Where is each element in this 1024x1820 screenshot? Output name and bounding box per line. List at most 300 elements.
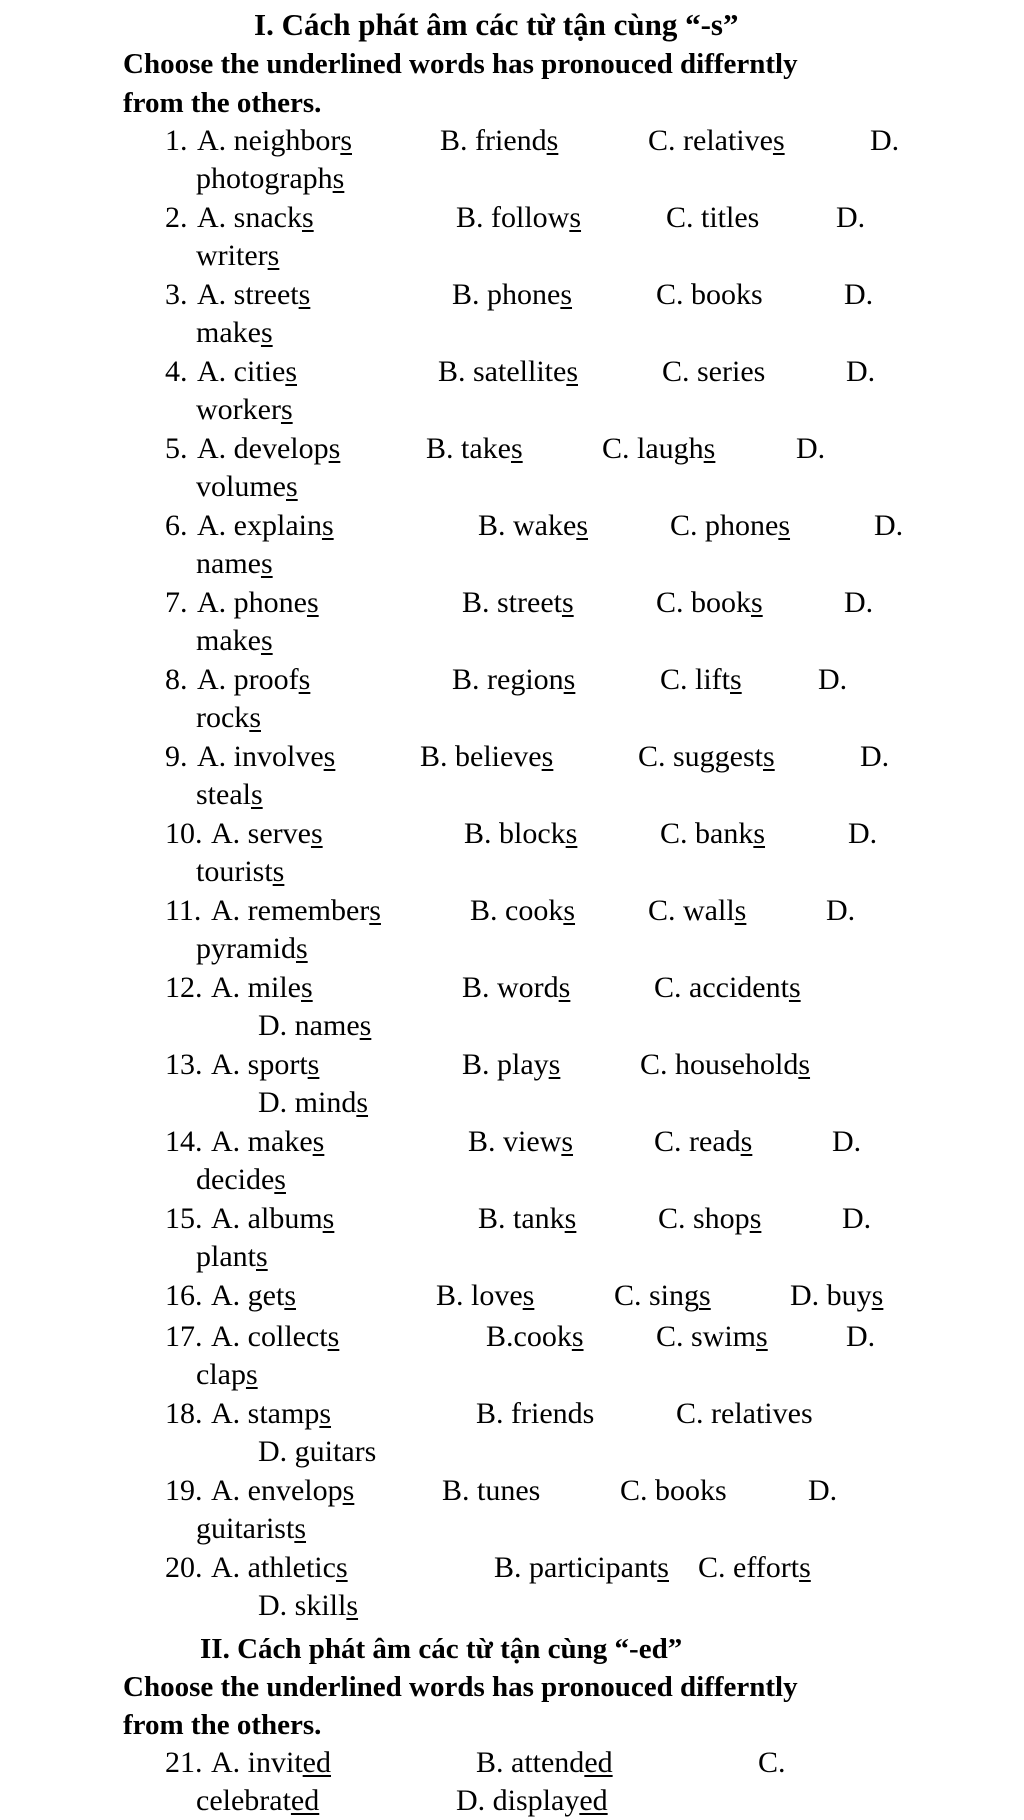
option-d-text: D. <box>818 663 848 696</box>
question-number: 19. <box>165 1474 203 1507</box>
option-a-text: A. album <box>211 1202 323 1235</box>
option-d <box>846 355 875 389</box>
option-a-underlined-ending: s <box>310 817 323 850</box>
option-d-continued <box>196 162 344 196</box>
option-b-underlined-ending: s <box>564 1202 577 1235</box>
option-d-text: D. <box>848 817 878 850</box>
option-b-text: B. love <box>436 1279 523 1312</box>
option-d <box>860 740 889 774</box>
option-a-underlined-ending: s <box>327 1320 340 1353</box>
option-d-text: D. <box>832 1125 862 1158</box>
option-d-continued <box>258 1435 376 1469</box>
option-a <box>211 1048 319 1082</box>
option-a <box>211 1320 339 1354</box>
option-d-continued-underlined-ending: s <box>280 393 293 426</box>
option-a <box>197 586 319 620</box>
option-b-text: B. follow <box>456 201 570 234</box>
option-d-text: D. <box>846 1320 876 1353</box>
option-d-continued <box>258 1589 358 1623</box>
option-b-text: B. region <box>452 663 564 696</box>
option-d <box>826 894 855 928</box>
question-number: 14. <box>165 1125 203 1158</box>
option-d-continued-underlined-ending: s <box>332 162 345 195</box>
option-a-text: A. involve <box>197 740 324 773</box>
option-d-continued-underlined-ending: s <box>267 239 280 272</box>
option-d-continued-underlined-ending: s <box>356 1086 369 1119</box>
option-b <box>494 1551 669 1585</box>
option-c <box>648 894 746 928</box>
question-number: 20. <box>165 1551 203 1584</box>
option-c-underlined-ending: s <box>740 1125 753 1158</box>
option-d-continued-text: steal <box>196 778 251 811</box>
question-number: 2. <box>165 201 188 234</box>
question-number: 17. <box>165 1320 203 1353</box>
option-d-continued-text: guitarist <box>196 1512 295 1545</box>
option-b-text: B. friend <box>440 124 547 157</box>
option-c-text: C. wall <box>648 894 735 927</box>
option-d-continued-text: D. guitars <box>258 1435 377 1468</box>
option-c <box>654 971 801 1005</box>
option-c <box>656 586 763 620</box>
question-number: 15. <box>165 1202 203 1235</box>
option-a-text: A. make <box>211 1125 313 1158</box>
question-number: 10. <box>165 817 203 850</box>
option-c-text: C. read <box>654 1125 741 1158</box>
option-a <box>197 355 297 389</box>
option-d <box>846 1320 875 1354</box>
option-c-continued-text: celebrat <box>196 1784 291 1817</box>
option-b <box>464 817 577 851</box>
option-b <box>442 1474 540 1508</box>
option-d-continued <box>196 855 284 889</box>
option-b-underlined-ending: s <box>510 432 523 465</box>
option-a <box>197 278 310 312</box>
option-d-text: D. <box>844 278 874 311</box>
option-b <box>462 971 570 1005</box>
option-b <box>478 1202 576 1236</box>
option-d-continued <box>196 1163 286 1197</box>
option-d-continued-underlined-ending: s <box>245 1358 258 1391</box>
option-a <box>211 1551 348 1585</box>
option-b-underlined-ending: s <box>569 201 582 234</box>
option-d-continued-underlined-ending: s <box>249 701 261 734</box>
option-c-underlined-ending: s <box>734 894 747 927</box>
option-a <box>211 1746 331 1780</box>
option-d-text: D. <box>836 201 866 234</box>
option-d-text: D. <box>826 894 856 927</box>
option-a-underlined-ending: s <box>342 1474 355 1507</box>
option-d-continued <box>196 701 261 735</box>
option-d <box>790 1279 883 1313</box>
option-d-continued <box>196 624 273 658</box>
option-a <box>211 971 313 1005</box>
option-a <box>211 817 323 851</box>
option-d-continued-underlined-ending: s <box>286 470 298 503</box>
option-c <box>658 1202 761 1236</box>
option-c-underlined-ending: s <box>756 1320 768 1353</box>
option-d-continued <box>196 547 273 581</box>
option-c-underlined-ending: s <box>753 817 766 850</box>
option-d-continued <box>196 1512 306 1546</box>
option-a-underlined-ending: s <box>298 278 311 311</box>
option-c <box>614 1279 711 1313</box>
option-c <box>670 509 790 543</box>
option-b-underlined-ending: ed <box>584 1746 613 1779</box>
option-d <box>870 124 899 158</box>
option-a <box>197 124 352 158</box>
option-a-underlined-ending: s <box>285 355 297 388</box>
option-a-underlined-ending: s <box>319 1397 332 1430</box>
option-a <box>211 1474 354 1508</box>
option-d-continued-underlined-ending: s <box>274 1163 286 1196</box>
option-c-text: C. sing <box>614 1279 700 1312</box>
option-b-underlined-ending: s <box>558 971 571 1004</box>
option-d-continued <box>196 932 308 966</box>
option-c <box>656 278 763 312</box>
option-b <box>452 278 572 312</box>
option-b <box>486 1320 584 1354</box>
option-d-text: D. <box>860 740 890 773</box>
option-c-text: C. laugh <box>602 432 704 465</box>
option-b-text: B. friends <box>476 1397 595 1430</box>
option-c <box>620 1474 727 1508</box>
option-c-text: C. household <box>640 1048 799 1081</box>
option-c-continued-underlined-ending: ed <box>290 1784 320 1817</box>
option-d-underlined-ending: s <box>871 1279 884 1312</box>
option-b-text: B. attend <box>476 1746 585 1779</box>
option-a-text: A. athletic <box>211 1551 336 1584</box>
option-b-text: B. phone <box>452 278 561 311</box>
option-c-underlined-ending: s <box>749 1202 762 1235</box>
question-number: 6. <box>165 509 188 542</box>
option-a-text: A. snack <box>197 201 302 234</box>
option-d-continued-text: worker <box>196 393 281 426</box>
option-d-continued-underlined-ending: s <box>295 932 308 965</box>
option-d-continued-text: D. mind <box>258 1086 357 1119</box>
option-c-underlined-ending: s <box>778 509 791 542</box>
option-a-text: A. sport <box>211 1048 308 1081</box>
option-b <box>468 1125 573 1159</box>
option-a-text: A. proof <box>197 663 299 696</box>
option-a-text: A. stamp <box>211 1397 320 1430</box>
option-d-text: D. <box>808 1474 838 1507</box>
option-d-text: D. display <box>456 1784 580 1817</box>
option-d <box>796 432 825 466</box>
option-a <box>211 1202 334 1236</box>
option-c <box>638 740 775 774</box>
option-a-underlined-ending: s <box>284 1279 297 1312</box>
option-c-text: C. lift <box>660 663 731 696</box>
option-d-continued-underlined-ending: s <box>272 855 285 888</box>
option-d-continued-underlined-ending: s <box>260 316 273 349</box>
option-c <box>676 1397 813 1431</box>
option-c-text: C. effort <box>698 1551 800 1584</box>
option-b-underlined-ending: s <box>560 278 573 311</box>
option-b-text: B. take <box>426 432 511 465</box>
option-c-text: C. suggest <box>638 740 764 773</box>
section-2-title: II. Cách phát âm các từ tận cùng “-ed” <box>200 1633 683 1665</box>
question-number: 1. <box>165 124 188 157</box>
option-a <box>211 1397 331 1431</box>
option-b-underlined-ending: s <box>561 1125 574 1158</box>
option-a-underlined-ending: s <box>369 894 381 927</box>
option-b <box>470 894 575 928</box>
option-c-text: C. relative <box>648 124 773 157</box>
option-c-text: C. accident <box>654 971 789 1004</box>
option-a <box>197 740 335 774</box>
option-b <box>476 1746 613 1780</box>
section-1-title: I. Cách phát âm các từ tận cùng “-s” <box>254 7 739 42</box>
option-c-underlined-ending: s <box>799 1551 811 1584</box>
option-b-underlined-ending: s <box>546 124 559 157</box>
option-c <box>666 201 759 235</box>
option-d <box>836 201 865 235</box>
option-c-text: C. relatives <box>676 1397 813 1430</box>
option-b <box>440 124 558 158</box>
option-b <box>426 432 523 466</box>
option-a-text: A. street <box>197 278 299 311</box>
option-c-text: C. titles <box>666 201 760 234</box>
question-number: 16. <box>165 1279 203 1312</box>
option-c-underlined-ending: s <box>798 1048 811 1081</box>
option-d-continued <box>196 1240 268 1274</box>
option-a-underlined-ending: ed <box>302 1746 331 1779</box>
option-b-text: B. view <box>468 1125 562 1158</box>
option-b <box>438 355 578 389</box>
option-d-continued-text: decide <box>196 1163 275 1196</box>
option-d-text: D. <box>870 124 900 157</box>
option-d-continued-text: volume <box>196 470 286 503</box>
option-b <box>420 740 553 774</box>
question-number: 7. <box>165 586 188 619</box>
option-d <box>874 509 903 543</box>
option-d <box>844 586 873 620</box>
option-b-text: B. believe <box>420 740 542 773</box>
option-d-continued-underlined-ending: s <box>256 1240 268 1273</box>
option-c-text: C. book <box>656 586 752 619</box>
option-a-underlined-ending: s <box>335 1551 348 1584</box>
option-c <box>698 1551 811 1585</box>
option-d-continued-text: photograph <box>196 162 333 195</box>
option-b-text: B. play <box>462 1048 549 1081</box>
option-d-continued <box>196 239 279 273</box>
option-d-continued-text: name <box>196 547 261 580</box>
option-a-text: A. envelop <box>211 1474 343 1507</box>
option-d-continued <box>196 778 263 812</box>
option-a-text: A. neighbor <box>197 124 341 157</box>
question-number: 4. <box>165 355 188 388</box>
option-a-underlined-ending: s <box>312 1125 325 1158</box>
option-a-underlined-ending: s <box>301 971 313 1004</box>
option-d-continued-text: make <box>196 624 261 657</box>
option-c-text: C. <box>758 1746 786 1779</box>
option-a <box>211 1125 324 1159</box>
option-d-continued <box>196 470 298 504</box>
option-c-underlined-ending: s <box>763 740 775 773</box>
option-b-underlined-ending: s <box>522 1279 535 1312</box>
option-b-underlined-ending: s <box>563 663 576 696</box>
option-b-text: B. participant <box>494 1551 658 1584</box>
section-2-instruction-line-1: Choose the underlined words has pronouced differntly <box>123 1671 798 1703</box>
option-b-underlined-ending: s <box>563 894 576 927</box>
option-b-text: B. block <box>464 817 566 850</box>
option-a <box>211 1279 296 1313</box>
option-c <box>654 1125 752 1159</box>
option-d-continued-text: plant <box>196 1240 256 1273</box>
option-a <box>197 201 314 235</box>
option-d-continued-text: pyramid <box>196 932 296 965</box>
option-d-continued-text: D. name <box>258 1009 360 1042</box>
option-d <box>844 278 873 312</box>
option-d-continued-underlined-ending: s <box>294 1512 307 1545</box>
option-c <box>640 1048 810 1082</box>
option-a-underlined-ending: s <box>322 1202 335 1235</box>
option-a-text: A. develop <box>197 432 329 465</box>
option-d-text: D. <box>796 432 826 465</box>
option-c <box>758 1746 786 1780</box>
option-b-text: B. satellite <box>438 355 567 388</box>
option-d-continued <box>258 1009 371 1043</box>
option-a-underlined-ending: s <box>328 432 341 465</box>
option-b <box>476 1397 594 1431</box>
option-d <box>832 1125 861 1159</box>
option-c-text: C. books <box>656 278 763 311</box>
option-c-text: C. series <box>662 355 766 388</box>
option-d-continued <box>196 1358 258 1392</box>
option-d <box>456 1784 608 1818</box>
question-number: 8. <box>165 663 188 696</box>
option-c-text: C. phone <box>670 509 779 542</box>
option-c <box>662 355 765 389</box>
question-number: 18. <box>165 1397 203 1430</box>
option-d-continued-text: writer <box>196 239 268 272</box>
option-d-continued-text: D. skill <box>258 1589 347 1622</box>
option-a <box>197 663 310 697</box>
option-a-underlined-ending: s <box>321 509 334 542</box>
option-a-underlined-ending: s <box>340 124 352 157</box>
option-c-text: C. shop <box>658 1202 750 1235</box>
option-b <box>462 586 574 620</box>
option-d <box>808 1474 837 1508</box>
option-b-text: B. wake <box>478 509 577 542</box>
option-a-underlined-ending: s <box>306 586 319 619</box>
option-d <box>842 1202 871 1236</box>
option-b-underlined-ending: s <box>565 817 578 850</box>
option-c-text: C. bank <box>660 817 754 850</box>
option-a <box>211 894 381 928</box>
question-number: 11. <box>165 894 202 927</box>
option-a <box>197 432 340 466</box>
question-number: 21. <box>165 1746 203 1779</box>
option-c-underlined-ending: s <box>730 663 742 696</box>
option-c-underlined-ending: s <box>772 124 785 157</box>
option-b-text: B.cook <box>486 1320 572 1353</box>
option-b-underlined-ending: s <box>571 1320 584 1353</box>
section-1-instruction-line-1: Choose the underlined words has pronouced differntly <box>123 48 798 80</box>
option-d-continued-text: tourist <box>196 855 273 888</box>
option-b-text: B. tank <box>478 1202 565 1235</box>
option-d-continued <box>196 393 293 427</box>
option-c-underlined-ending: s <box>751 586 763 619</box>
option-d-text: D. <box>842 1202 872 1235</box>
section-1-instruction-line-2: from the others. <box>123 87 322 119</box>
option-a-underlined-ending: s <box>301 201 314 234</box>
option-a-underlined-ending: s <box>307 1048 320 1081</box>
option-d-underlined-ending: ed <box>579 1784 608 1817</box>
option-a-text: A. phone <box>197 586 307 619</box>
option-a-text: A. citie <box>197 355 286 388</box>
option-b-text: B. cook <box>470 894 564 927</box>
option-b <box>436 1279 534 1313</box>
question-number: 9. <box>165 740 188 773</box>
option-b-underlined-ending: s <box>657 1551 669 1584</box>
option-a-text: A. mile <box>211 971 301 1004</box>
option-a <box>197 509 334 543</box>
option-d-text: D. <box>846 355 876 388</box>
option-a-underlined-ending: s <box>323 740 336 773</box>
option-a-text: A. get <box>211 1279 285 1312</box>
option-a-underlined-ending: s <box>298 663 311 696</box>
option-c-continued <box>196 1784 319 1818</box>
option-d-continued-underlined-ending: s <box>359 1009 372 1042</box>
option-b <box>462 1048 560 1082</box>
option-d <box>818 663 847 697</box>
option-d-continued <box>196 316 273 350</box>
option-b <box>456 201 581 235</box>
question-number: 3. <box>165 278 188 311</box>
option-d-text: D. <box>844 586 874 619</box>
option-b <box>452 663 575 697</box>
option-d-continued-text: rock <box>196 701 250 734</box>
question-number: 5. <box>165 432 188 465</box>
option-d-continued-underlined-ending: s <box>260 624 273 657</box>
option-b-underlined-ending: s <box>541 740 554 773</box>
option-c-underlined-ending: s <box>703 432 716 465</box>
question-number: 13. <box>165 1048 203 1081</box>
option-c-underlined-ending: s <box>788 971 801 1004</box>
option-a-text: A. serve <box>211 817 311 850</box>
option-d-text: D. buy <box>790 1279 872 1312</box>
option-a-text: A. invit <box>211 1746 303 1779</box>
option-a-text: A. explain <box>197 509 322 542</box>
option-c <box>602 432 715 466</box>
option-b-underlined-ending: s <box>576 509 588 542</box>
option-c-underlined-ending: s <box>699 1279 711 1312</box>
option-c <box>660 663 742 697</box>
option-c-text: C. swim <box>656 1320 757 1353</box>
option-d-continued-underlined-ending: s <box>250 778 263 811</box>
option-d <box>848 817 877 851</box>
option-b <box>478 509 588 543</box>
option-b-underlined-ending: s <box>548 1048 561 1081</box>
option-c <box>656 1320 768 1354</box>
option-b-text: B. tunes <box>442 1474 541 1507</box>
option-d-text: D. <box>874 509 904 542</box>
option-a-text: A. remember <box>211 894 370 927</box>
option-d-continued-text: make <box>196 316 261 349</box>
option-d-continued <box>258 1086 368 1120</box>
option-b-text: B. word <box>462 971 559 1004</box>
option-b-underlined-ending: s <box>566 355 578 388</box>
option-a-text: A. collect <box>211 1320 328 1353</box>
option-d-continued-text: clap <box>196 1358 246 1391</box>
option-c <box>648 124 785 158</box>
option-b-underlined-ending: s <box>561 586 574 619</box>
question-number: 12. <box>165 971 203 1004</box>
option-c-text: C. books <box>620 1474 727 1507</box>
option-d-continued-underlined-ending: s <box>346 1589 359 1622</box>
section-2-instruction-line-2: from the others. <box>123 1709 322 1741</box>
